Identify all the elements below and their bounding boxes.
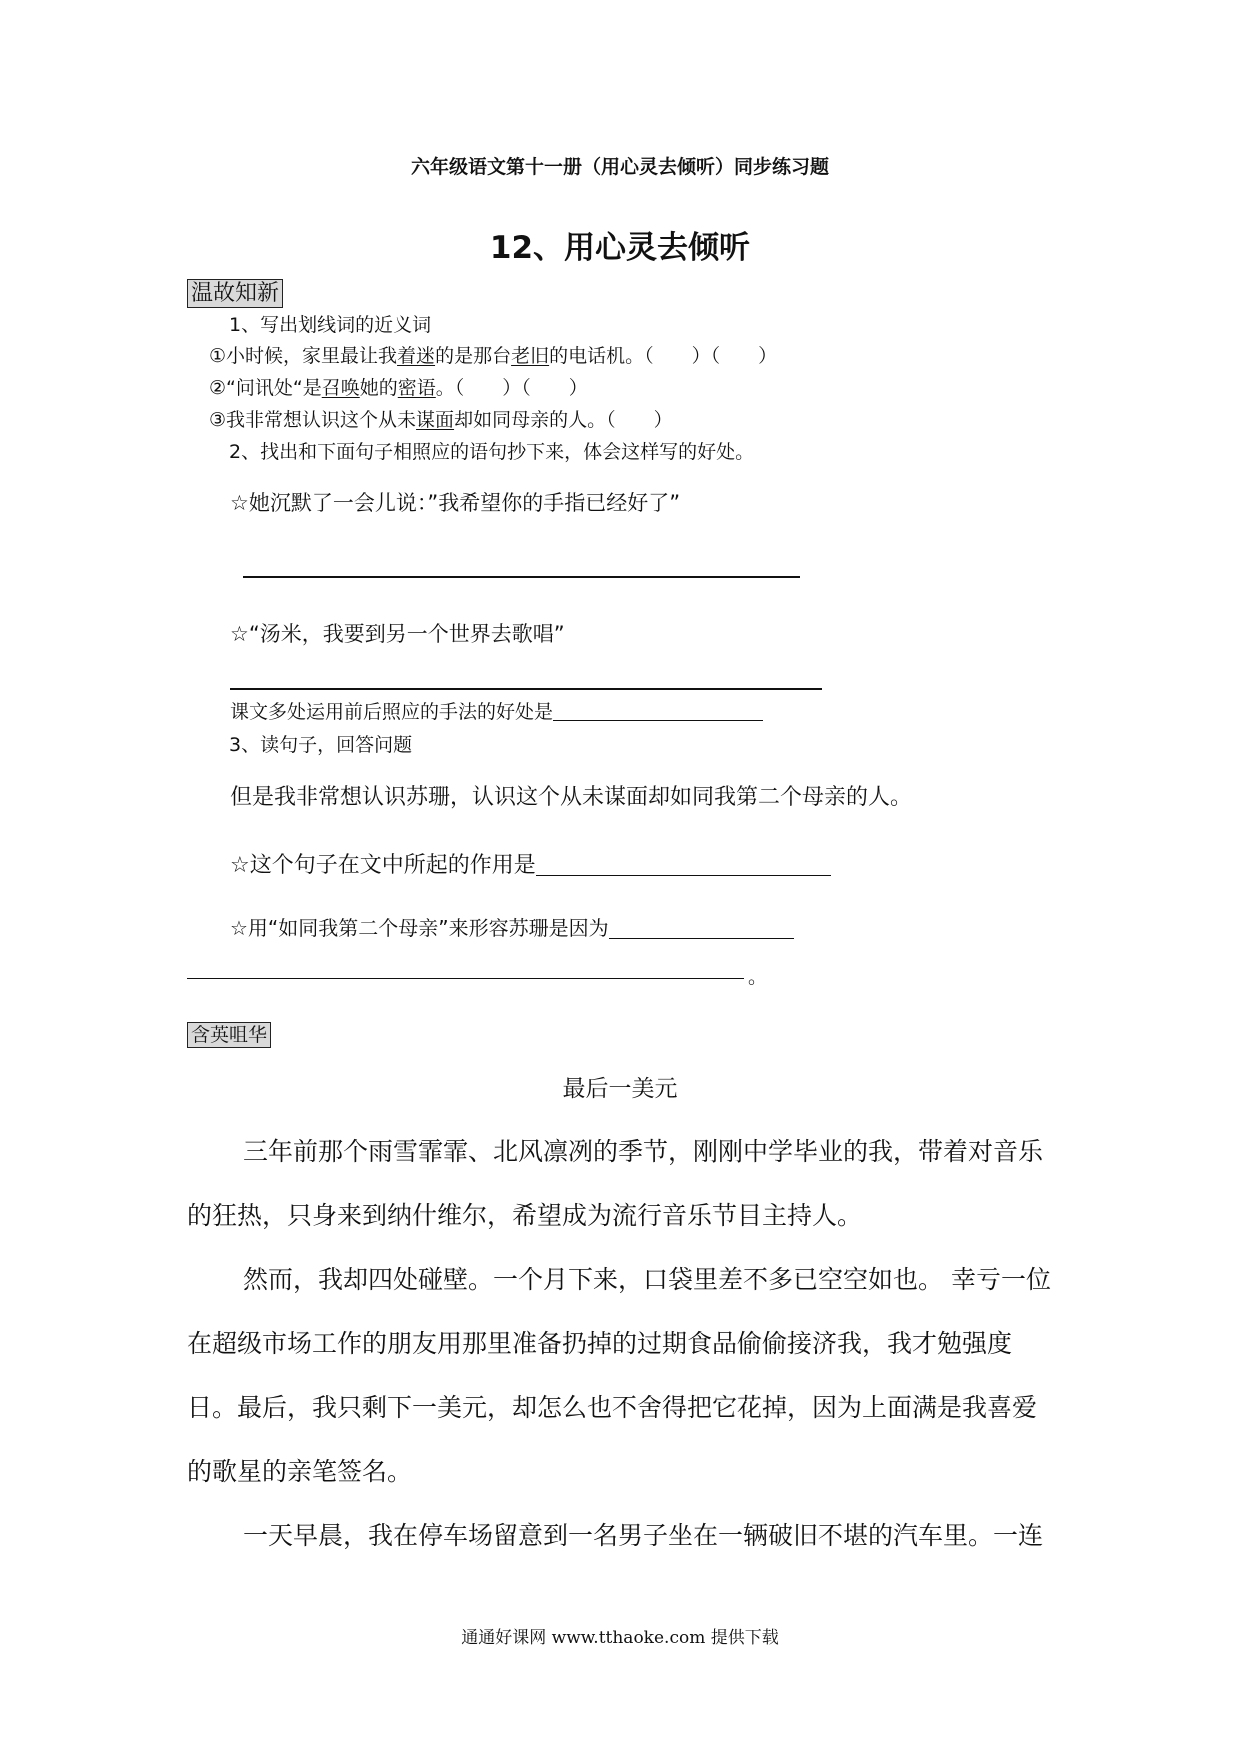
lesson-title: 12、用心灵去倾听	[489, 230, 751, 266]
underlined-word: 召唤	[321, 377, 360, 399]
text: 她的	[359, 377, 398, 399]
page-header: 六年级语文第十一册（用心灵去倾听）同步练习题	[410, 156, 829, 178]
text: ①小时候，家里最让我	[209, 345, 398, 367]
quote-star-1: ☆她沉默了一会儿说：”我希望你的手指已经好了”	[230, 491, 681, 515]
underlined-word: 着迷	[397, 345, 436, 367]
question-1-item-b	[209, 373, 588, 400]
story-paragraph: 一天早晨，我在停车场留意到一名男子坐在一辆破旧不堪的汽车里。一连	[243, 1521, 1044, 1550]
benefit-question	[230, 697, 763, 724]
answer-line	[243, 576, 800, 578]
question-1-item-c	[209, 405, 673, 432]
role-question	[230, 848, 831, 879]
section-label-box: 温故知新	[187, 279, 283, 308]
section-label-review	[187, 276, 283, 307]
question-3-prompt: 3、读句子，回答问题	[229, 734, 413, 756]
underlined-word: 谋面	[416, 409, 455, 431]
story-paragraph: 然而，我却四处碰壁。一个月下来，口袋里差不多已空空如也。 幸亏一位在超级市场工作的朋友用那里准备扔掉的过期食品偷偷接济我，我才勉强度日。最后，我只剩下一美元，却怎么也不舍得把它花掉，因为上面满是我喜爱的歌星的亲笔签名。	[187, 1265, 1051, 1486]
text: 。（ ）（ ）	[435, 377, 588, 399]
question-1-prompt: 1、写出划线词的近义词	[229, 314, 432, 336]
section-label-box: 含英咀华	[187, 1022, 271, 1048]
text: 的电话机。（ ）（ ）	[549, 345, 778, 367]
answer-blank	[609, 918, 794, 939]
text: ②“问讯处“是	[209, 377, 322, 399]
page-footer: 通通好课网 www.tthaoke.com 提供下载	[461, 1628, 779, 1648]
text: 却如同母亲的人。（ ）	[454, 409, 673, 431]
answer-line	[230, 688, 822, 690]
why-question	[230, 912, 794, 941]
text: ③我非常想认识这个从未	[209, 409, 417, 431]
underlined-word: 密语	[397, 377, 436, 399]
question-2-prompt: 2、找出和下面句子相照应的语句抄下来，体会这样写的好处。	[229, 441, 755, 463]
line-end-period: 。	[748, 966, 768, 988]
underlined-word: 老旧	[511, 345, 550, 367]
section-label-reading	[187, 1020, 271, 1047]
benefit-text: 课文多处运用前后照应的手法的好处是	[230, 701, 554, 723]
quote-star-2: ☆“汤米，我要到另一个世界去歌唱”	[230, 622, 565, 646]
story-paragraph: 三年前那个雨雪霏霏、北风凛冽的季节，刚刚中学毕业的我，带着对音乐的狂热，只身来到纳什维尔，希望成为流行音乐节目主持人。	[187, 1137, 1044, 1230]
question-1-item-a	[209, 341, 777, 368]
answer-line	[187, 978, 744, 979]
why-text: ☆用“如同我第二个母亲”来形容苏珊是因为	[230, 916, 609, 940]
answer-blank	[553, 702, 763, 721]
text: 的是那台	[435, 345, 512, 367]
answer-blank	[536, 853, 831, 876]
story-title: 最后一美元	[562, 1076, 678, 1102]
quoted-sentence: 但是我非常想认识苏珊，认识这个从未谋面却如同我第二个母亲的人。	[230, 785, 913, 810]
role-text: ☆这个句子在文中所起的作用是	[230, 853, 536, 878]
